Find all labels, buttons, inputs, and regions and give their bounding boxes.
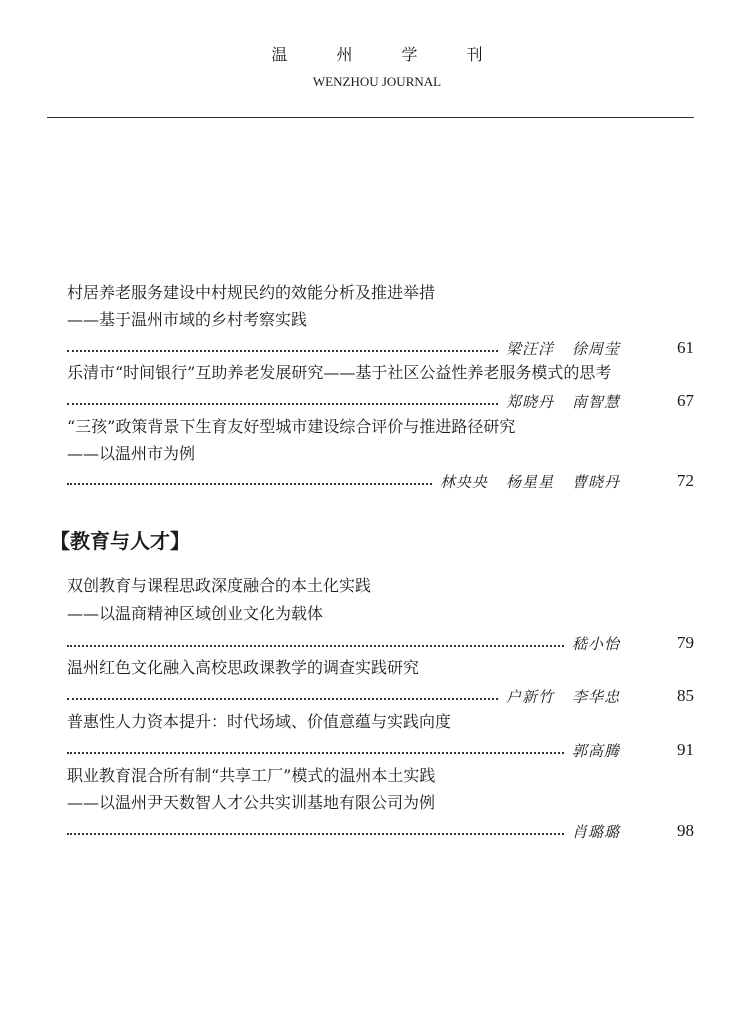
entry-authors	[572, 633, 620, 654]
entry-leader-line	[67, 471, 694, 491]
page-number: 85	[677, 686, 694, 705]
entry-leader-line	[67, 740, 694, 760]
entry-authors	[572, 821, 620, 842]
author: 郭高腾	[571, 741, 620, 760]
entry-authors	[440, 471, 620, 492]
author: 李华忠	[571, 687, 620, 706]
entry-title: “三孩”政策背景下生育友好型城市建设综合评价与推进路径研究	[67, 417, 516, 436]
entry-authors	[506, 391, 620, 412]
author: 南智慧	[571, 392, 620, 411]
entry-title: 温州红色文化融入高校思政课教学的调查实践研究	[67, 658, 420, 677]
author: 嵇小怡	[571, 634, 620, 653]
entry-subtitle: ——以温商精神区域创业文化为载体	[67, 604, 324, 623]
entry-authors	[506, 338, 620, 359]
page-number: 61	[677, 338, 694, 357]
dot-leader	[67, 698, 498, 700]
entry-subtitle: ——以温州尹天数智人才公共实训基地有限公司为例	[67, 793, 436, 812]
entry-title: 双创教育与课程思政深度融合的本土化实践	[67, 576, 372, 595]
entry-title: 村居养老服务建设中村规民约的效能分析及推进举措	[67, 283, 436, 302]
entry-leader-line	[67, 391, 694, 411]
section-heading: 【教育与人才】	[50, 529, 190, 553]
journal-subtitle: WENZHOU JOURNAL	[312, 74, 442, 89]
entry-authors	[572, 740, 620, 761]
entry-authors	[506, 686, 620, 707]
entry-subtitle: ——基于温州市域的乡村考察实践	[67, 310, 308, 329]
author: 林央央	[439, 472, 488, 491]
page-number: 67	[677, 391, 694, 410]
page-number: 98	[677, 821, 694, 840]
page-number: 79	[677, 633, 694, 652]
entry-subtitle: ——以温州市为例	[67, 444, 196, 463]
dot-leader	[67, 403, 498, 405]
entry-leader-line	[67, 338, 694, 358]
header-divider	[47, 117, 694, 118]
dot-leader	[67, 833, 564, 835]
dot-leader	[67, 645, 564, 647]
page-number: 91	[677, 740, 694, 759]
page-number: 72	[677, 471, 694, 490]
author: 徐周莹	[571, 339, 620, 358]
author: 户新竹	[505, 687, 554, 706]
author: 郑晓丹	[505, 392, 554, 411]
entry-title: 职业教育混合所有制“共享工厂”模式的温州本土实践	[67, 766, 436, 785]
author: 梁汪洋	[505, 339, 554, 358]
dot-leader	[67, 350, 498, 352]
entry-leader-line	[67, 686, 694, 706]
author: 肖璐璐	[571, 822, 620, 841]
author: 曹晓丹	[571, 472, 620, 491]
author: 杨星星	[505, 472, 554, 491]
dot-leader	[67, 752, 564, 754]
dot-leader	[67, 483, 432, 485]
entry-title: 乐清市“时间银行”互助养老发展研究——基于社区公益性养老服务模式的思考	[67, 363, 612, 382]
entry-title: 普惠性人力资本提升：时代场域、价值意蕴与实践向度	[67, 712, 452, 731]
journal-title: 温 州 学 刊	[271, 45, 505, 64]
entry-leader-line	[67, 821, 694, 841]
entry-leader-line	[67, 633, 694, 653]
